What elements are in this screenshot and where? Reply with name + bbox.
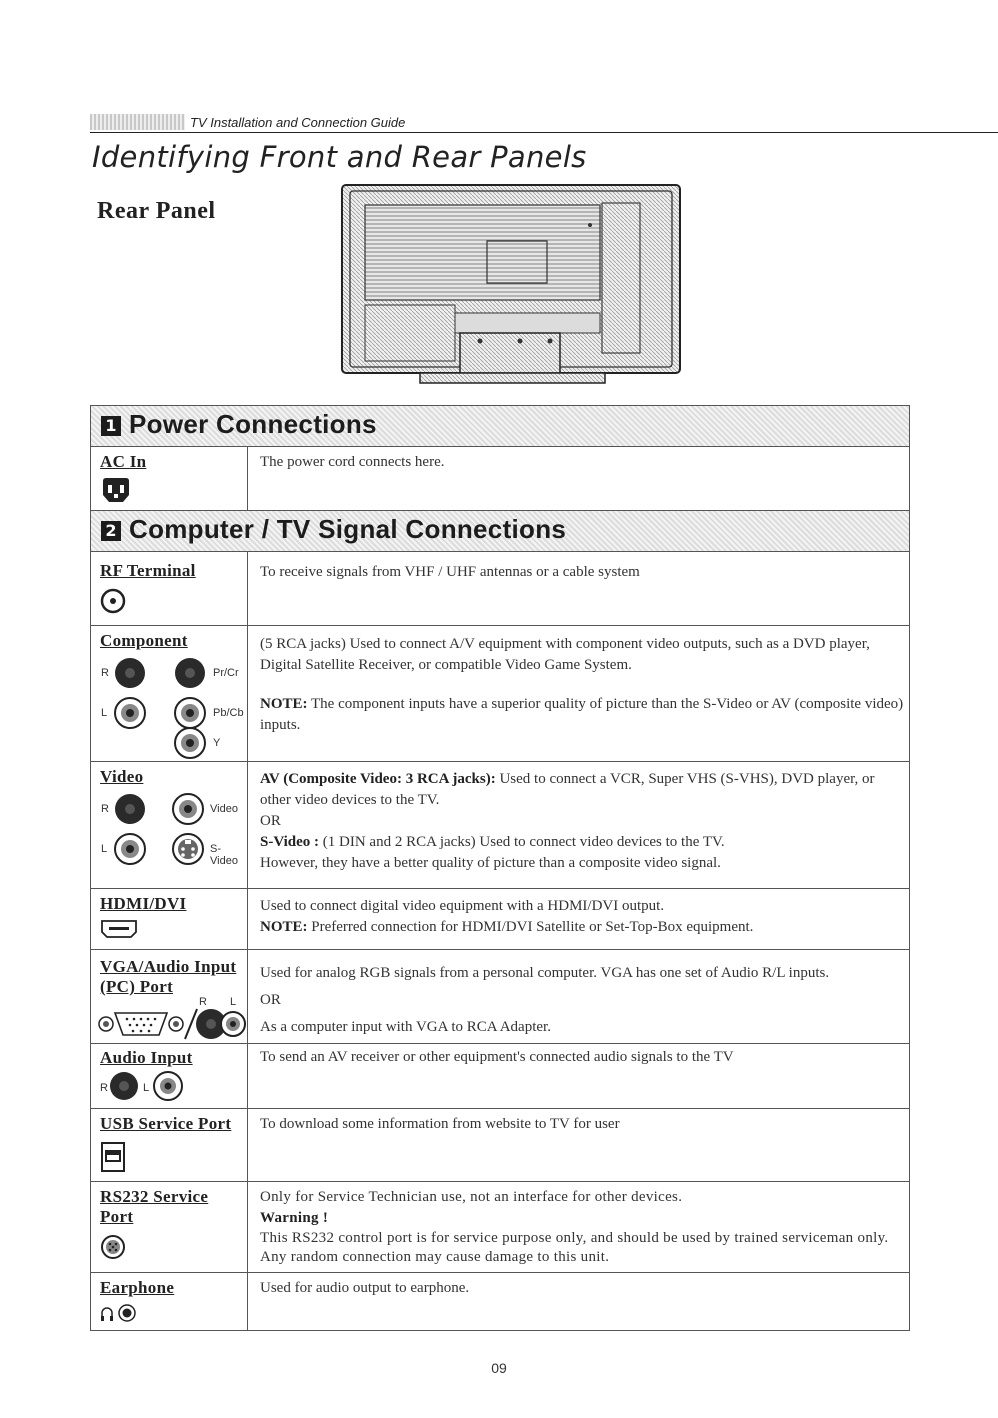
section-number: 1 <box>101 416 121 436</box>
rf-terminal-label: RF Terminal <box>100 561 196 580</box>
hdmi-port-icon <box>100 919 138 939</box>
audio-input-label: Audio Input <box>100 1048 193 1067</box>
guide-header <box>90 112 998 133</box>
jack-label-pbcb: Pb/Cb <box>213 707 244 719</box>
row-component <box>91 626 909 762</box>
hdmi-dvi-label: HDMI/DVI <box>100 894 187 913</box>
earphone-jack-icon <box>99 1303 139 1323</box>
earphone-text: Used for audio output to earphone. <box>260 1280 470 1296</box>
jack-label-prcr: Pr/Cr <box>213 667 239 679</box>
earphone-label: Earphone <box>100 1278 175 1297</box>
video-svideo-text <box>260 832 909 853</box>
audio-input-r-jack-icon <box>108 1070 140 1102</box>
page-title: Identifying Front and Rear Panels <box>92 140 587 174</box>
usb-text: To download some information from website to TV for user <box>260 1116 620 1132</box>
section-title: Power Connections <box>129 409 377 439</box>
header-pattern <box>90 114 185 130</box>
row-usb-service-port <box>91 1109 909 1182</box>
page-number: 09 <box>491 1360 507 1376</box>
pb-cb-jack-icon <box>173 696 207 730</box>
note-label: NOTE: <box>260 919 308 935</box>
row-rf-terminal <box>91 552 909 626</box>
connections-table <box>90 405 910 1331</box>
rs232-warning-title: Warning ! <box>260 1210 329 1226</box>
guide-title: TV Installation and Connection Guide <box>190 115 406 130</box>
jack-label-r: R <box>100 1082 108 1094</box>
row-hdmi-dvi <box>91 889 909 950</box>
row-vga-audio-input <box>91 950 909 1044</box>
rs232-warning-text: This RS232 control port is for service purpose only, and should be used by trained serviceman only. Any random connection may cause damage to this unit. <box>260 1230 889 1265</box>
jack-label-y: Y <box>213 737 221 749</box>
jack-label-svideo: S-Video <box>210 843 238 867</box>
video-however: However, they have a better quality of picture than a composite video signal. <box>260 855 721 871</box>
ac-socket-icon <box>101 477 131 503</box>
vga-rca-adapter-icon <box>97 1007 247 1041</box>
av-label: AV (Composite Video: 3 RCA jacks): <box>260 771 496 787</box>
svideo-label: S-Video : <box>260 834 320 850</box>
ac-in-label: AC In <box>100 452 147 471</box>
rf-text: To receive signals from VHF / UHF antennas or a cable system <box>260 564 640 580</box>
vga-text2: As a computer input with VGA to RCA Adapter. <box>260 1019 551 1035</box>
vga-label: VGA/Audio Input <box>100 957 237 976</box>
rs232-text: Only for Service Technician use, not an interface for other devices. <box>260 1189 683 1205</box>
rs232-port-label: Port <box>100 1207 134 1226</box>
vga-or: OR <box>260 992 281 1008</box>
video-or: OR <box>260 813 281 829</box>
svideo-description: (1 DIN and 2 RCA jacks) Used to connect video devices to the TV. <box>322 834 725 850</box>
component-note-text: The component inputs have a superior quality of picture than the S-Video or AV (composite video) inputs. <box>260 696 904 733</box>
hdmi-note <box>260 917 909 938</box>
y-jack-icon <box>173 726 207 760</box>
usb-port-icon <box>100 1141 126 1173</box>
rf-coax-icon <box>100 588 126 614</box>
tv-rear-illustration <box>340 183 685 393</box>
video-l-jack-icon <box>113 832 147 866</box>
av-description: Used to connect a VCR, Super VHS (S-VHS), DVD player, or other video devices to the TV. <box>260 771 875 808</box>
audio-r-jack-icon <box>113 656 147 690</box>
component-note <box>260 694 909 736</box>
rs232-label: RS232 Service <box>100 1187 209 1206</box>
rear-panel-title: Rear Panel <box>97 198 216 224</box>
row-ac-in <box>91 447 909 511</box>
section-title: Computer / TV Signal Connections <box>129 514 567 544</box>
section-power-connections <box>91 406 909 447</box>
video-r-jack-icon <box>113 792 147 826</box>
video-label: Video <box>100 767 144 786</box>
video-av-text <box>260 769 909 811</box>
rs232-port-icon <box>100 1234 126 1260</box>
jack-label-l: L <box>143 1082 150 1094</box>
section-signal-connections <box>91 511 909 552</box>
note-label: NOTE: <box>260 696 308 712</box>
hdmi-note-text: Preferred connection for HDMI/DVI Satellite or Set-Top-Box equipment. <box>311 919 754 935</box>
usb-label: USB Service Port <box>100 1114 232 1133</box>
jack-label-r: R <box>101 667 109 679</box>
component-description: (5 RCA jacks) Used to connect A/V equipment with component video outputs, such as a DVD player, Digital Satellite Receiver, or compatible Video Game System. <box>260 636 870 673</box>
jack-label-l: L <box>101 707 108 719</box>
audio-input-text: To send an AV receiver or other equipment's connected audio signals to the TV <box>260 1049 734 1065</box>
pr-cr-jack-icon <box>173 656 207 690</box>
row-earphone <box>91 1273 909 1330</box>
jack-label-video: Video <box>210 803 238 815</box>
section-number: 2 <box>101 521 121 541</box>
component-label: Component <box>100 631 188 650</box>
audio-input-l-jack-icon <box>152 1070 184 1102</box>
jack-label-l: L <box>230 996 237 1008</box>
pc-port-label: (PC) Port <box>100 977 174 996</box>
s-video-din-icon <box>171 832 205 866</box>
row-rs232-service-port <box>91 1182 909 1273</box>
jack-label-r: R <box>199 996 207 1008</box>
jack-label-r: R <box>101 803 109 815</box>
jack-label-l: L <box>101 843 108 855</box>
hdmi-text: Used to connect digital video equipment with a HDMI/DVI output. <box>260 898 665 914</box>
row-video <box>91 762 909 889</box>
vga-text: Used for analog RGB signals from a personal computer. VGA has one set of Audio R/L inputs. <box>260 965 830 981</box>
row-audio-input <box>91 1044 909 1109</box>
ac-in-text: The power cord connects here. <box>260 454 445 470</box>
composite-video-jack-icon <box>171 792 205 826</box>
audio-l-jack-icon <box>113 696 147 730</box>
